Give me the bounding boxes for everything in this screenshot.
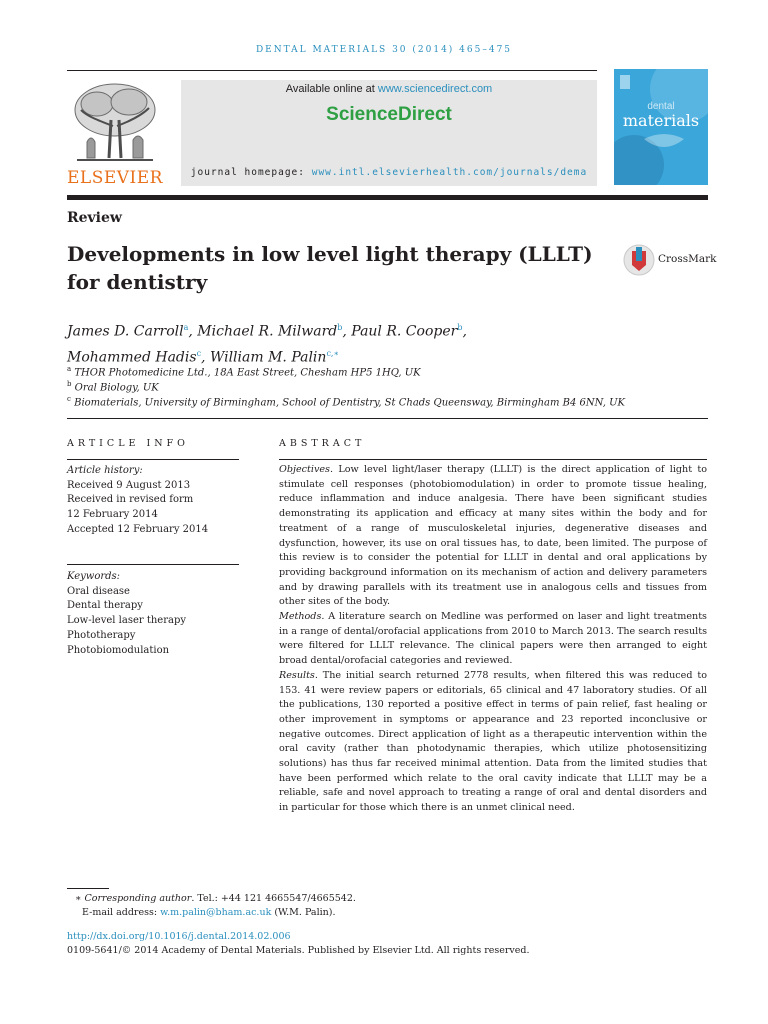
journal-banner: [181, 80, 597, 186]
abstract-paragraph: [279, 669, 707, 816]
author-affil-mark[interactable]: b: [337, 323, 343, 332]
abstract-section-text: Low level light/laser therapy (LLLT) is the direct application of light to stimulate cell responses (photobiomodulation) in order to promote tissue healing, reduce inflammation and induce analgesia. There have been significant studies demonstrating its application and efficacy at many sites within the body and for treatment of a range of musculoskeletal injuries, degenerative diseases and dysfunction, however, its use on oral tissues has, to date, been limited. The purpose of this review is to consider the potential for LLLT in dental and oral applications by providing background information on its mechanism of action and delivery parameters and by drawing parallels with its treatment use in analogous cells and tissues from other sites of the body.: [279, 464, 707, 608]
article-info-heading: ARTICLE INFO: [67, 438, 189, 449]
author-name: James D. Carroll: [67, 323, 184, 340]
cover-title-line1: dental: [647, 101, 675, 112]
keywords-rule: [67, 564, 239, 565]
email-link[interactable]: w.m.palin@bham.ac.uk: [160, 907, 272, 918]
author-name: William M. Palin: [209, 349, 327, 366]
keyword-item: Dental therapy: [67, 600, 143, 612]
abstract-section-label: Results.: [279, 669, 318, 681]
author-name: Mohammed Hadis: [67, 349, 197, 366]
article-history-label: Article history:: [67, 465, 143, 476]
sciencedirect-link[interactable]: www.sciencedirect.com: [377, 83, 493, 95]
affiliation-mark: b: [67, 380, 72, 388]
footnote-star: ∗: [75, 893, 82, 904]
email-label: E-mail address:: [82, 907, 161, 918]
keywords-label: Keywords:: [67, 571, 121, 582]
keyword-item: Low-level laser therapy: [67, 615, 186, 627]
masthead-rule: [67, 195, 708, 200]
article-history: [67, 464, 208, 538]
affiliation-mark: c: [67, 395, 71, 403]
history-item: Accepted 12 February 2014: [67, 523, 209, 535]
journal-homepage-label: journal homepage:: [190, 167, 312, 178]
corresponding-text: . Tel.: +44 121 4665547/4665542.: [191, 893, 356, 904]
author-affil-mark[interactable]: b: [457, 323, 463, 332]
corresponding-author-note: [75, 893, 356, 904]
history-item: Received in revised form: [67, 494, 194, 506]
author-affil-mark[interactable]: c,∗: [326, 348, 339, 358]
affiliation: [67, 380, 159, 393]
abstract-heading: ABSTRACT: [279, 438, 366, 449]
author-affil-mark[interactable]: a: [183, 323, 189, 332]
available-online-label: Available online at: [285, 83, 378, 95]
author-list: James D. Carroll$^a$, Michael R. Milward$^b$, Paul R. Cooper$^b$, Mohammed Hadis$^c$, William M. Palin$^{c,∗}$: [67, 323, 467, 366]
abstract-section-text: The initial search returned 2778 results, when filtered this was reduced to 153. 41 were review papers or editorials, 65 clinical and 47 laboratory studies. Of all the publications, 130 reported a positive effect in terms of pain relief, fast healing or other improvement in symptoms or appearance and 23 reported inconclusive or negative outcomes. Direct application of light as a therapeutic intervention within the oral cavity (rather than photodynamic therapies, which utilize photosensitizing solutions) has thus far received minimal attention. Data from the limited studies that have been performed which relate to the oral cavity indicate that LLLT may be a reliable, safe and novel approach to treating a range of oral and dental disorders and in particular for those which there is an unmet clinical need.: [279, 669, 707, 814]
keyword-item: Oral disease: [67, 585, 130, 597]
copyright: 0109-5641/© 2014 Academy of Dental Materials. Published by Elsevier Ltd. All rights reserved.: [67, 945, 530, 956]
doi-link[interactable]: http://dx.doi.org/10.1016/j.dental.2014.02.006: [67, 931, 291, 942]
journal-cover: [614, 69, 708, 185]
abstract-paragraph: [279, 463, 707, 610]
article-title: Developments in low level light therapy (LLLT) for dentistry: [67, 242, 593, 294]
keyword-item: Phototherapy: [67, 629, 136, 641]
affiliation-mark: a: [67, 365, 72, 373]
affiliation-text: Oral Biology, UK: [74, 382, 159, 394]
author-name: Michael R. Milward: [197, 323, 338, 340]
sciencedirect-logo: ScienceDirect: [326, 104, 452, 125]
affiliation: [67, 395, 625, 408]
email-note: [82, 907, 336, 918]
available-online: [181, 83, 597, 95]
crossmark-icon: [622, 243, 656, 277]
affiliation-rule: [67, 418, 708, 419]
elsevier-wordmark: ELSEVIER: [67, 168, 163, 188]
abstract-section-label: Methods.: [279, 611, 325, 623]
author-affil-mark[interactable]: c: [196, 348, 202, 358]
email-suffix: (W.M. Palin).: [271, 907, 336, 918]
abstract-paragraph: [279, 610, 707, 669]
crossmark-label: CrossMark: [658, 253, 717, 265]
abstract-rule: [279, 459, 707, 460]
cover-title-line2: materials: [622, 111, 700, 130]
running-head: DENTAL MATERIALS 30 (2014) 465–475: [255, 45, 513, 55]
journal-homepage-link[interactable]: www.intl.elsevierhealth.com/journals/dema: [311, 167, 588, 178]
affiliation: [67, 365, 421, 378]
keyword-item: Photobiomodulation: [67, 644, 170, 656]
crossmark-badge[interactable]: [622, 243, 717, 277]
header-rule: [67, 70, 597, 71]
elsevier-tree-icon: [67, 80, 163, 166]
affiliation-text: Biomaterials, University of Birmingham, School of Dentistry, St Chads Queensway, Birmingham B4 6NN, UK: [74, 397, 626, 409]
abstract-section-text: A literature search on Medline was performed on laser and light treatments in a range of dental/orofacial applications from 2010 to March 2013. The search results were filtered for LLLT relevance. The clinical papers were then arranged to eight broad dental/orofacial categories and reviewed.: [279, 611, 707, 667]
abstract-body: [279, 463, 707, 816]
keywords: [67, 570, 186, 658]
affiliation-text: THOR Photomedicine Ltd., 18A East Street, Chesham HP5 1HQ, UK: [74, 367, 421, 379]
history-item: Received 9 August 2013: [67, 479, 191, 491]
journal-homepage: [181, 167, 597, 178]
corresponding-label: Corresponding author: [84, 893, 192, 904]
history-item: 12 February 2014: [67, 509, 158, 521]
elsevier-logo: [67, 80, 163, 186]
abstract-section-label: Objectives.: [279, 464, 334, 475]
author-name: Paul R. Cooper: [351, 323, 458, 340]
footnote-rule: [67, 888, 109, 889]
article-type: Review: [67, 210, 122, 226]
article-info-rule: [67, 459, 239, 460]
